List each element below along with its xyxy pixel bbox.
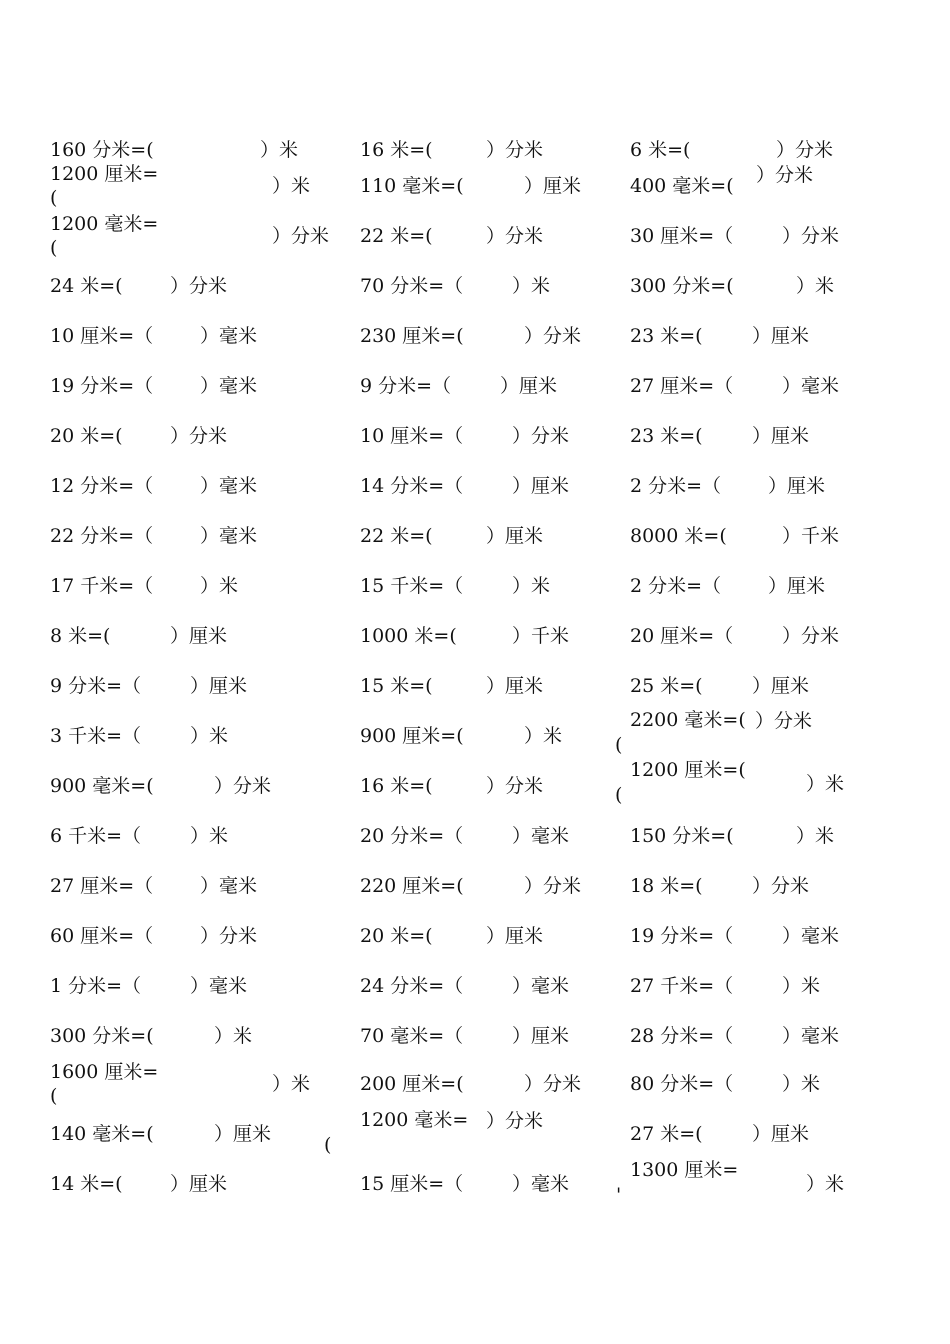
- problem-unit: ）米: [260, 139, 299, 161]
- problem-question: 27 米=(: [630, 1123, 703, 1145]
- problem-unit: ）毫米: [512, 975, 570, 997]
- problem-unit: ）分米: [782, 225, 840, 247]
- problem-question: 8 米=(: [50, 625, 111, 647]
- problem-question: 17 千米=（: [50, 575, 154, 597]
- problem-unit: ）厘米: [500, 375, 558, 397]
- problem-question: 30 厘米=（: [630, 225, 734, 247]
- problem-unit: ）分米: [486, 139, 544, 161]
- problem-unit: ）米: [190, 725, 229, 747]
- problem-unit: ）分米: [524, 875, 582, 897]
- problem-question: 20 米=(: [50, 425, 123, 447]
- problem-unit: ）厘米: [752, 325, 810, 347]
- problem-unit: ）米: [796, 275, 835, 297]
- stray-mark: ': [616, 1184, 622, 1206]
- problem-question: 80 分米=（: [630, 1073, 734, 1095]
- problem-question: 15 千米=（: [360, 575, 464, 597]
- problem-question: 22 米=(: [360, 225, 433, 247]
- problem-question: 1600 厘米=(: [50, 1061, 159, 1107]
- problem-unit: ）厘米: [170, 1173, 228, 1195]
- problem-unit: ）厘米: [752, 1123, 810, 1145]
- problem-question: 160 分米=(: [50, 139, 154, 161]
- problem-unit: ）毫米: [782, 925, 840, 947]
- problem-question: 230 厘米=(: [360, 325, 464, 347]
- problem-question: 1200 毫米=(: [50, 213, 159, 259]
- problem-question: 300 分米=(: [50, 1025, 154, 1047]
- problem-question: 20 分米=（: [360, 825, 464, 847]
- stray-paren: (: [615, 734, 623, 756]
- problem-question: 1200 厘米=(: [50, 163, 159, 209]
- problem-unit: ）厘米: [512, 1025, 570, 1047]
- problem-unit: ）厘米: [190, 675, 248, 697]
- problem-question: 2200 毫米=(: [630, 709, 746, 731]
- problem-unit: ）米: [782, 975, 821, 997]
- problem-question: 2 分米=（: [630, 475, 722, 497]
- problem-unit: ）分米: [272, 225, 330, 247]
- problem-question: 6 千米=（: [50, 825, 142, 847]
- problem-question: 900 毫米=(: [50, 775, 154, 797]
- problem-unit: ）毫米: [200, 375, 258, 397]
- problem-question: 23 米=(: [630, 425, 703, 447]
- problem-question: 15 米=(: [360, 675, 433, 697]
- problem-unit: ）米: [214, 1025, 253, 1047]
- problem-question: 16 米=(: [360, 139, 433, 161]
- problem-unit: ）毫米: [190, 975, 248, 997]
- problem-question: 10 厘米=（: [360, 425, 464, 447]
- problem-unit: ）米: [200, 575, 239, 597]
- problem-unit: ）厘米: [214, 1123, 272, 1145]
- problem-question: 3 千米=（: [50, 725, 142, 747]
- problem-unit: ）分米: [214, 775, 272, 797]
- problem-unit: ）毫米: [782, 1025, 840, 1047]
- problem-question: 70 毫米=（: [360, 1025, 464, 1047]
- problem-unit: ）毫米: [200, 525, 258, 547]
- problem-question: 110 毫米=(: [360, 175, 464, 197]
- problem-question: 1200 毫米=: [360, 1109, 469, 1131]
- problem-unit: ）毫米: [200, 875, 258, 897]
- problem-question: 24 米=(: [50, 275, 123, 297]
- problem-question: 400 毫米=(: [630, 175, 734, 197]
- problem-question: 150 分米=(: [630, 825, 734, 847]
- problem-question: 25 米=(: [630, 675, 703, 697]
- problem-unit: ）分米: [524, 1073, 582, 1095]
- problem-question: 9 分米=（: [360, 375, 452, 397]
- problem-unit: ）分米: [170, 275, 228, 297]
- problem-unit: ）分米: [486, 225, 544, 247]
- problem-question: 900 厘米=(: [360, 725, 464, 747]
- problem-question: 60 厘米=（: [50, 925, 154, 947]
- problem-unit: ）米: [512, 275, 551, 297]
- problem-unit: ）米: [190, 825, 229, 847]
- problem-question: 27 厘米=（: [630, 375, 734, 397]
- problem-question: 19 分米=（: [630, 925, 734, 947]
- problem-unit: ）毫米: [512, 825, 570, 847]
- problem-question: 19 分米=（: [50, 375, 154, 397]
- problem-question: 220 厘米=(: [360, 875, 464, 897]
- problem-unit: ）分米: [776, 139, 834, 161]
- problem-unit: ）米: [796, 825, 835, 847]
- problem-question: 6 米=(: [630, 139, 691, 161]
- problem-question: 1300 厘米=: [630, 1159, 739, 1181]
- problem-unit: ）厘米: [768, 475, 826, 497]
- problem-question: 27 千米=（: [630, 975, 734, 997]
- problem-question: 22 米=(: [360, 525, 433, 547]
- problem-unit: ）厘米: [170, 625, 228, 647]
- problem-question: 20 厘米=（: [630, 625, 734, 647]
- problem-unit: ）千米: [782, 525, 840, 547]
- problem-unit: ）毫米: [200, 325, 258, 347]
- problem-unit: ）厘米: [486, 525, 544, 547]
- problem-unit: ）分米: [524, 325, 582, 347]
- problem-unit: ）米: [782, 1073, 821, 1095]
- problem-question: 24 分米=（: [360, 975, 464, 997]
- stray-paren: (: [615, 784, 623, 806]
- problem-question: 300 分米=(: [630, 275, 734, 297]
- problem-unit: ）厘米: [768, 575, 826, 597]
- stray-paren: (: [324, 1134, 332, 1156]
- problem-question: 23 米=(: [630, 325, 703, 347]
- problem-unit: ）厘米: [752, 675, 810, 697]
- problem-question: 8000 米=(: [630, 525, 727, 547]
- problem-unit: ）分米: [756, 164, 814, 186]
- problem-unit: ）米: [806, 1173, 845, 1195]
- problem-question: 18 米=(: [630, 875, 703, 897]
- problem-question: 28 分米=（: [630, 1025, 734, 1047]
- problem-question: 1200 厘米=(: [630, 759, 746, 781]
- problem-question: 20 米=(: [360, 925, 433, 947]
- problem-unit: ）分米: [200, 925, 258, 947]
- problem-unit: ）毫米: [200, 475, 258, 497]
- problem-unit: ）毫米: [512, 1173, 570, 1195]
- problem-unit: ）分米: [486, 1110, 544, 1132]
- problem-question: 16 米=(: [360, 775, 433, 797]
- problem-unit: ）厘米: [524, 175, 582, 197]
- problem-unit: ）分米: [782, 625, 840, 647]
- problem-question: 70 分米=（: [360, 275, 464, 297]
- problem-question: 15 厘米=（: [360, 1173, 464, 1195]
- problem-unit: ）厘米: [752, 425, 810, 447]
- problem-question: 14 米=(: [50, 1173, 123, 1195]
- problem-unit: ）厘米: [512, 475, 570, 497]
- problem-unit: ）毫米: [782, 375, 840, 397]
- problem-question: 200 厘米=(: [360, 1073, 464, 1095]
- problem-question: 1 分米=（: [50, 975, 142, 997]
- problem-question: 1000 米=(: [360, 625, 457, 647]
- problem-question: 2 分米=（: [630, 575, 722, 597]
- problem-unit: ）米: [272, 1073, 311, 1095]
- problem-unit: ）分米: [512, 425, 570, 447]
- problem-unit: ）厘米: [486, 675, 544, 697]
- problem-unit: ）分米: [752, 875, 810, 897]
- problem-question: 22 分米=（: [50, 525, 154, 547]
- problem-question: 140 毫米=(: [50, 1123, 154, 1145]
- problem-unit: ）米: [524, 725, 563, 747]
- problem-question: 9 分米=（: [50, 675, 142, 697]
- problem-unit: ）米: [512, 575, 551, 597]
- problem-unit: ）千米: [512, 625, 570, 647]
- problem-unit: ）分米: [486, 775, 544, 797]
- problem-question: 12 分米=（: [50, 475, 154, 497]
- problem-question: 14 分米=（: [360, 475, 464, 497]
- problem-unit: ）米: [272, 175, 311, 197]
- problem-unit: ）分米: [755, 710, 813, 732]
- problem-unit: ）米: [806, 773, 845, 795]
- problem-unit: ）分米: [170, 425, 228, 447]
- problem-question: 27 厘米=（: [50, 875, 154, 897]
- problem-question: 10 厘米=（: [50, 325, 154, 347]
- problem-unit: ）厘米: [486, 925, 544, 947]
